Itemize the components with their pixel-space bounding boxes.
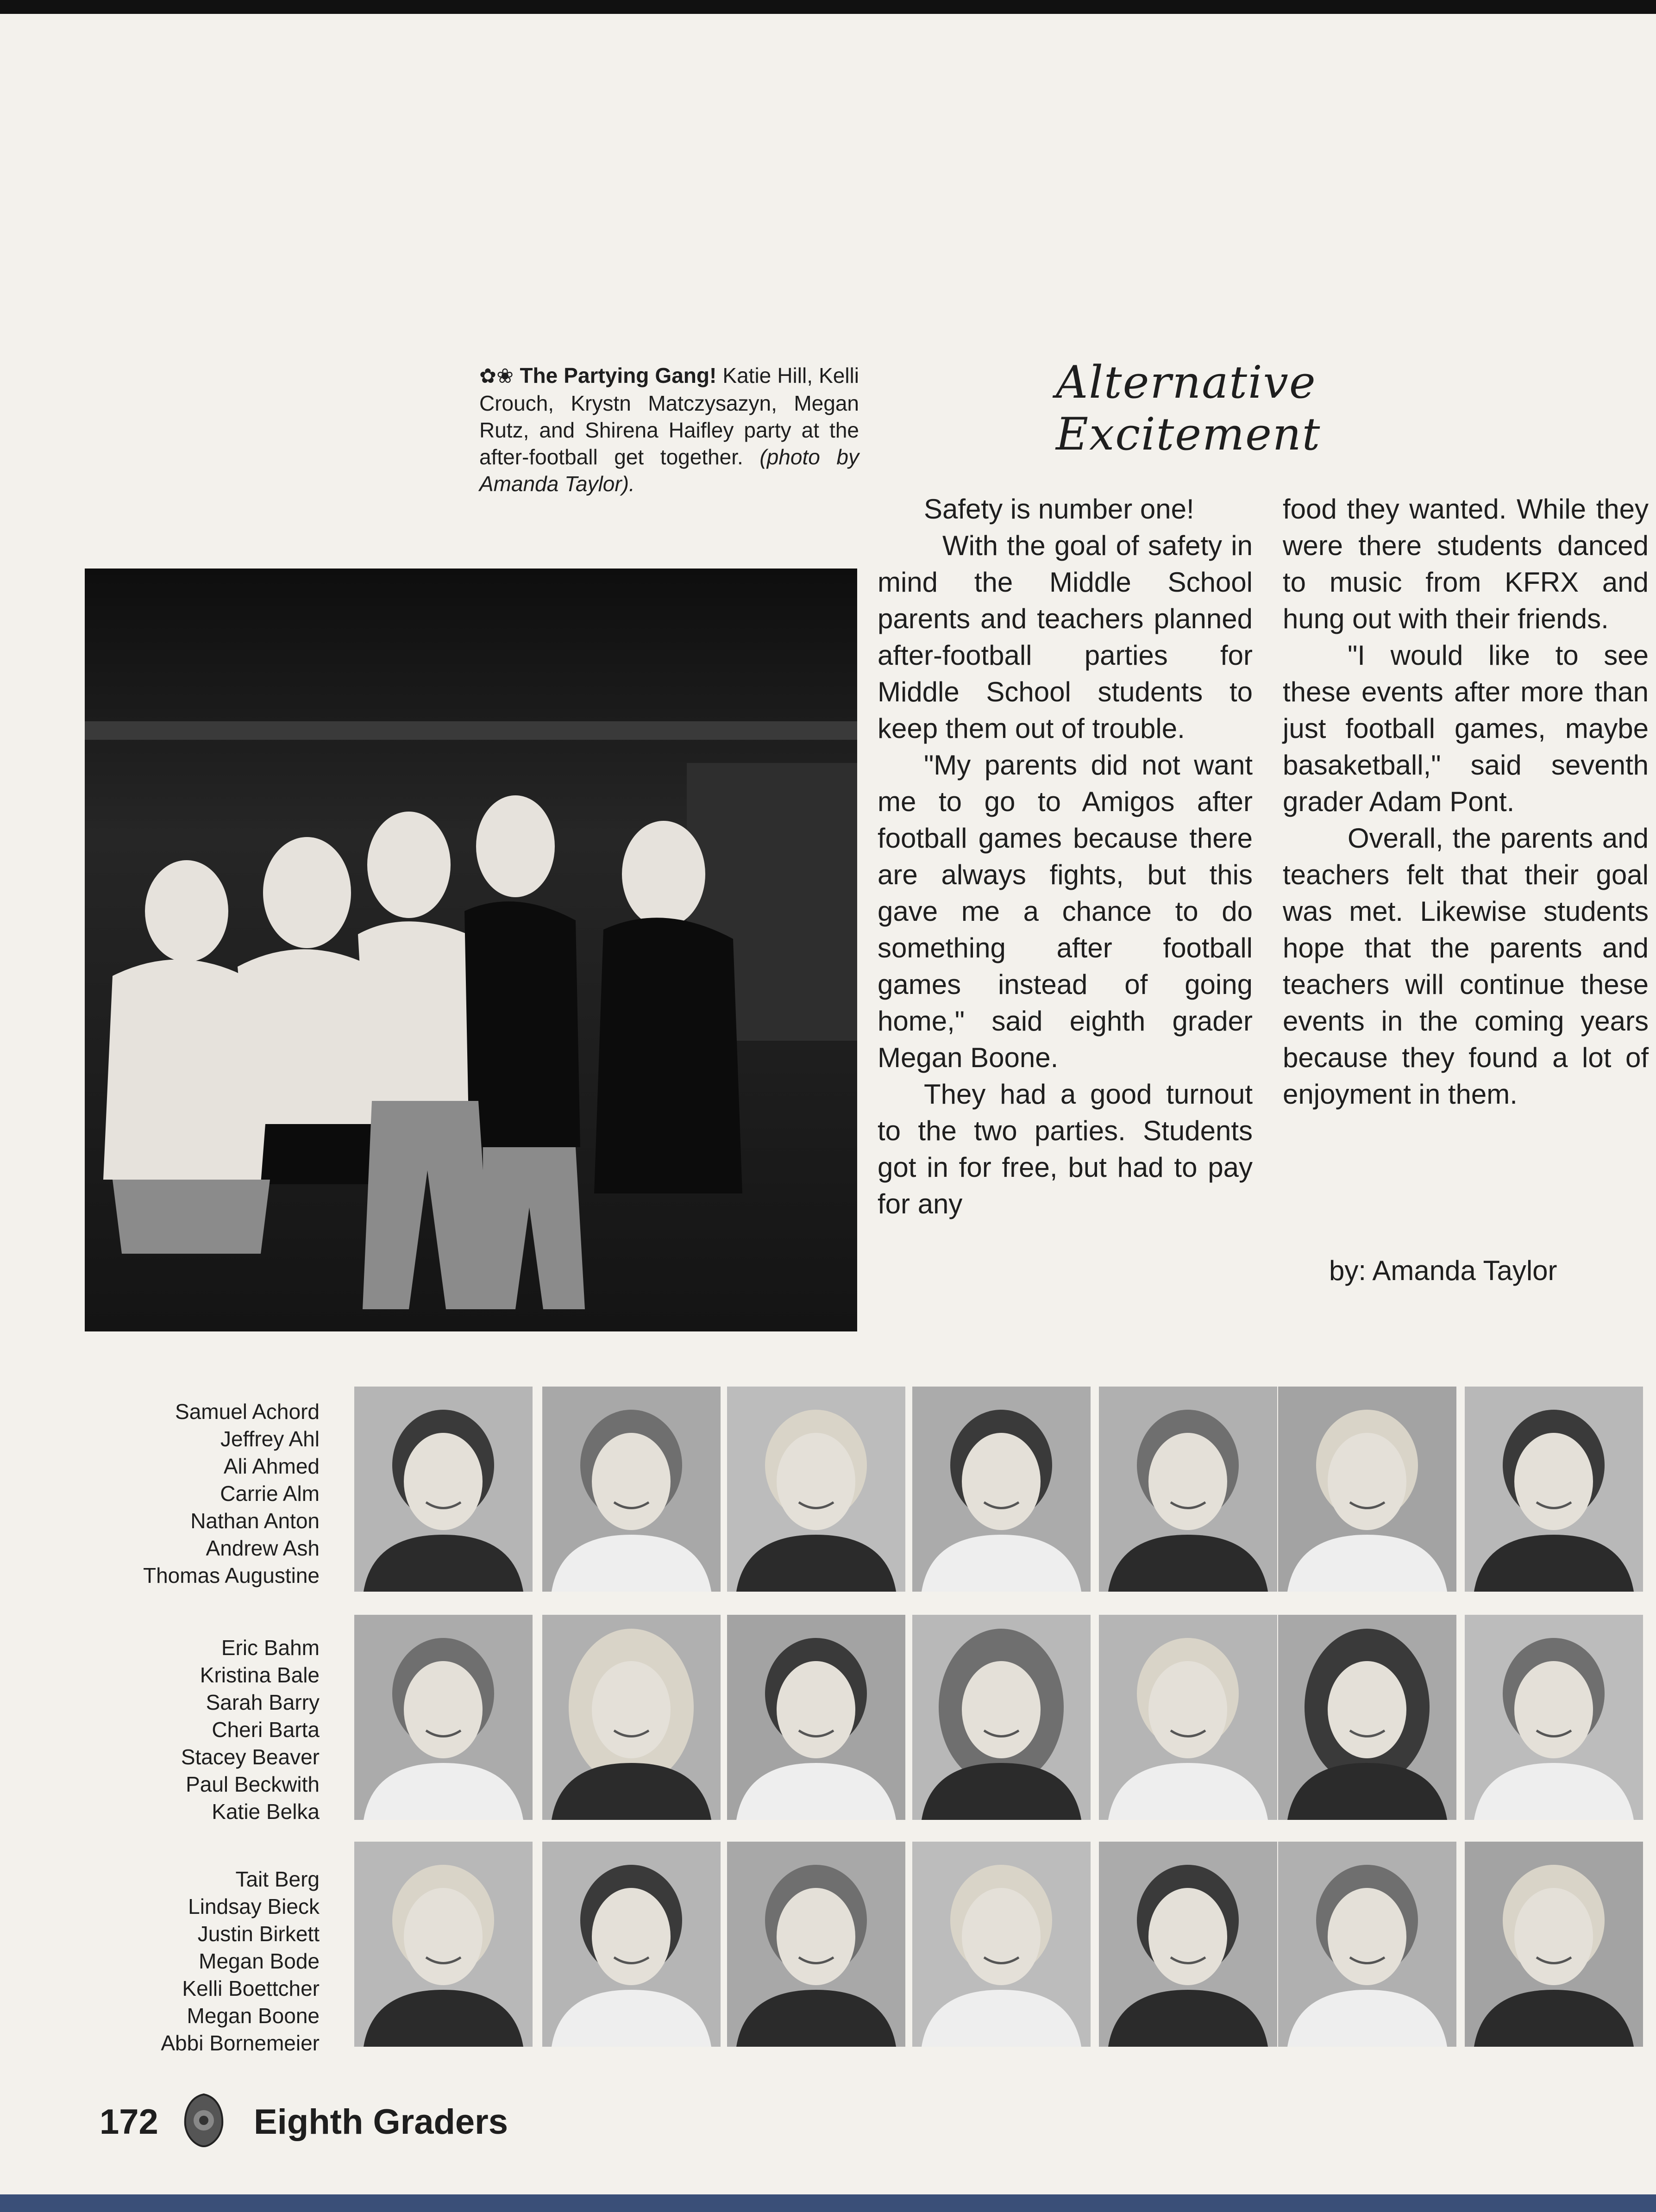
student-portrait (1278, 1842, 1456, 2047)
student-portrait (542, 1387, 721, 1592)
paragraph: Overall, the parents and teachers felt that their goal was met. Likewise students hope that the parents and teachers will continue these events in the coming years because they found a lot of enjoyment in them. (1283, 823, 1649, 1110)
student-portrait (912, 1387, 1091, 1592)
name-list-row-1 (0, 1398, 320, 1589)
student-portrait (354, 1615, 533, 1820)
bottom-border (0, 2194, 1656, 2212)
caption-headline: The Partying Gang! (520, 363, 717, 387)
student-portrait (354, 1387, 533, 1592)
student-name: Samuel Achord (175, 1400, 320, 1424)
student-name: Cheri Barta (212, 1718, 320, 1742)
student-name: Nathan Anton (190, 1509, 320, 1533)
paragraph: With the goal of safety in mind the Middle School parents and teachers planned after-football parties for Middle School students to keep them out of trouble. (878, 530, 1253, 744)
student-name: Paul Beckwith (186, 1772, 320, 1796)
paragraph: They had a good turnout to the two parties. Students got in for free, but had to pay for any (878, 1079, 1253, 1219)
student-portrait (1099, 1842, 1277, 2047)
student-portrait (1099, 1615, 1277, 1820)
student-name: Stacey Beaver (181, 1745, 320, 1769)
top-border (0, 0, 1656, 14)
student-portrait (1099, 1387, 1277, 1592)
byline: by: Amanda Taylor (1329, 1255, 1557, 1286)
student-name: Tait Berg (235, 1867, 320, 1891)
student-portrait (1465, 1615, 1643, 1820)
student-name: Jeffrey Ahl (220, 1427, 320, 1451)
student-portrait (1465, 1387, 1643, 1592)
photo-caption (479, 362, 859, 497)
student-portrait (912, 1842, 1091, 2047)
page-number: 172 (100, 2102, 158, 2142)
student-portrait (1465, 1842, 1643, 2047)
caption-marker-icon: ✿❀ (479, 365, 514, 387)
student-name: Sarah Barry (206, 1690, 320, 1714)
student-portrait (542, 1842, 721, 2047)
name-list-row-3 (0, 1866, 320, 2057)
party-photo (85, 569, 857, 1331)
student-portrait (912, 1615, 1091, 1820)
student-name: Katie Belka (212, 1800, 320, 1824)
student-name: Kristina Bale (200, 1663, 320, 1687)
student-portrait (727, 1615, 905, 1820)
student-name: Kelli Boettcher (182, 1976, 320, 2000)
student-portrait (1278, 1387, 1456, 1592)
section-title: Eighth Graders (254, 2102, 508, 2142)
student-name: Abbi Bornemeier (161, 2031, 320, 2055)
name-list-row-2 (0, 1634, 320, 1825)
student-portrait (1278, 1615, 1456, 1820)
school-seal-icon (181, 2093, 227, 2148)
student-portrait (727, 1842, 905, 2047)
student-name: Megan Bode (199, 1949, 320, 1973)
paragraph: food they wanted. While they were there students danced to music from KFRX and hung out with their friends. (1283, 494, 1649, 634)
student-name: Megan Boone (187, 2004, 320, 2028)
article-column-2 (1283, 491, 1649, 1112)
student-name: Andrew Ash (206, 1536, 320, 1560)
paragraph: Safety is number one! (924, 494, 1194, 525)
article-column-1 (878, 491, 1253, 1222)
student-portrait (354, 1842, 533, 2047)
student-name: Carrie Alm (220, 1481, 320, 1506)
student-name: Eric Bahm (221, 1636, 320, 1660)
student-portrait (542, 1615, 721, 1820)
paragraph: "My parents did not want me to go to Amigos after football games because there are always fights, but this gave me a chance to do something after football games instead of going home," said eighth grader Megan Boone. (878, 750, 1253, 1073)
student-name: Ali Ahmed (223, 1454, 320, 1478)
caption-credit: (photo by Amanda Taylor). (479, 445, 859, 496)
student-name: Justin Birkett (197, 1922, 320, 1946)
student-portrait (727, 1387, 905, 1592)
student-name: Lindsay Bieck (188, 1894, 320, 1918)
caption-body: Katie Hill, Kelli Crouch, Krystn Matczysazyn, Megan Rutz, and Shirena Haifley party at the after-football get together. (479, 363, 859, 469)
article-title: Alternative Excitement (1056, 356, 1321, 460)
student-name: Thomas Augustine (143, 1563, 320, 1587)
paragraph: "I would like to see these events after more than just football games, maybe basaketball," said seventh grader Adam Pont. (1283, 640, 1649, 817)
